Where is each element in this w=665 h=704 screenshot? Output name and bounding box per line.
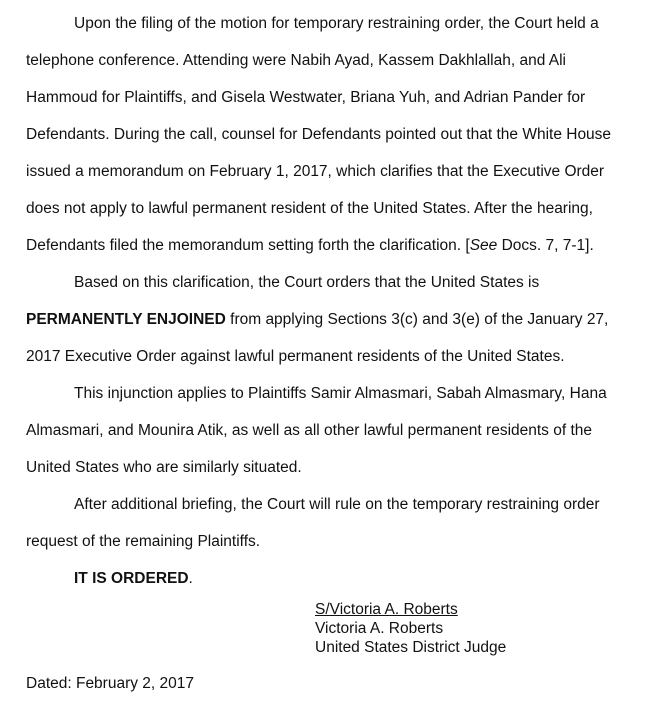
paragraph-line: Based on this clarification, the Court orders that the United States is bbox=[74, 274, 540, 291]
paragraph-line: does not apply to lawful permanent resident of the United States. After the hearing, bbox=[26, 200, 593, 217]
text-run: Defendants filed the memorandum setting forth the clarification. [ bbox=[26, 237, 470, 254]
paragraph-briefing bbox=[26, 486, 646, 560]
paragraph-line: telephone conference. Attending were Nabih Ayad, Kassem Dakhlallah, and Ali bbox=[26, 52, 566, 69]
judge-name: Victoria A. Roberts bbox=[315, 620, 444, 637]
paragraph-line: request of the remaining Plaintiffs. bbox=[26, 533, 261, 550]
electronic-signature: S/Victoria A. Roberts bbox=[315, 601, 458, 618]
paragraph-conference bbox=[26, 5, 646, 264]
ordered-period: . bbox=[188, 570, 193, 587]
paragraph-line: United States who are similarly situated. bbox=[26, 459, 302, 476]
paragraph-plaintiffs bbox=[26, 375, 646, 486]
paragraph-line: Upon the filing of the motion for temporary restraining order, the Court held a bbox=[74, 15, 599, 32]
paragraph-line bbox=[26, 560, 646, 597]
paragraph-line: Defendants. During the call, counsel for Defendants pointed out that the White House bbox=[26, 126, 612, 143]
paragraph-line bbox=[26, 227, 646, 264]
ordered-text: IT IS ORDERED bbox=[74, 570, 189, 587]
dated-line: Dated: February 2, 2017 bbox=[26, 675, 195, 692]
permanently-enjoined: PERMANENTLY ENJOINED bbox=[26, 311, 226, 328]
it-is-ordered bbox=[26, 560, 646, 597]
judge-title: United States District Judge bbox=[315, 639, 507, 656]
paragraph-injunction bbox=[26, 264, 646, 375]
paragraph-line: 2017 Executive Order against lawful permanent residents of the United States. bbox=[26, 348, 565, 365]
paragraph-line: issued a memorandum on February 1, 2017, which clarifies that the Executive Order bbox=[26, 163, 605, 180]
paragraph-line: Hammoud for Plaintiffs, and Gisela Westwater, Briana Yuh, and Adrian Pander for bbox=[26, 89, 586, 106]
paragraph-line bbox=[26, 301, 646, 338]
paragraph-line: This injunction applies to Plaintiffs Samir Almasmari, Sabah Almasmary, Hana bbox=[74, 385, 607, 402]
signature-block bbox=[315, 600, 506, 657]
text-run: Docs. 7, 7-1]. bbox=[497, 237, 594, 254]
see-signal: See bbox=[469, 237, 498, 254]
paragraph-line: After additional briefing, the Court will rule on the temporary restraining order bbox=[74, 496, 600, 513]
paragraph-line: Almasmari, and Mounira Atik, as well as all other lawful permanent residents of the bbox=[26, 422, 593, 439]
text-run: from applying Sections 3(c) and 3(e) of the January 27, bbox=[225, 311, 609, 328]
